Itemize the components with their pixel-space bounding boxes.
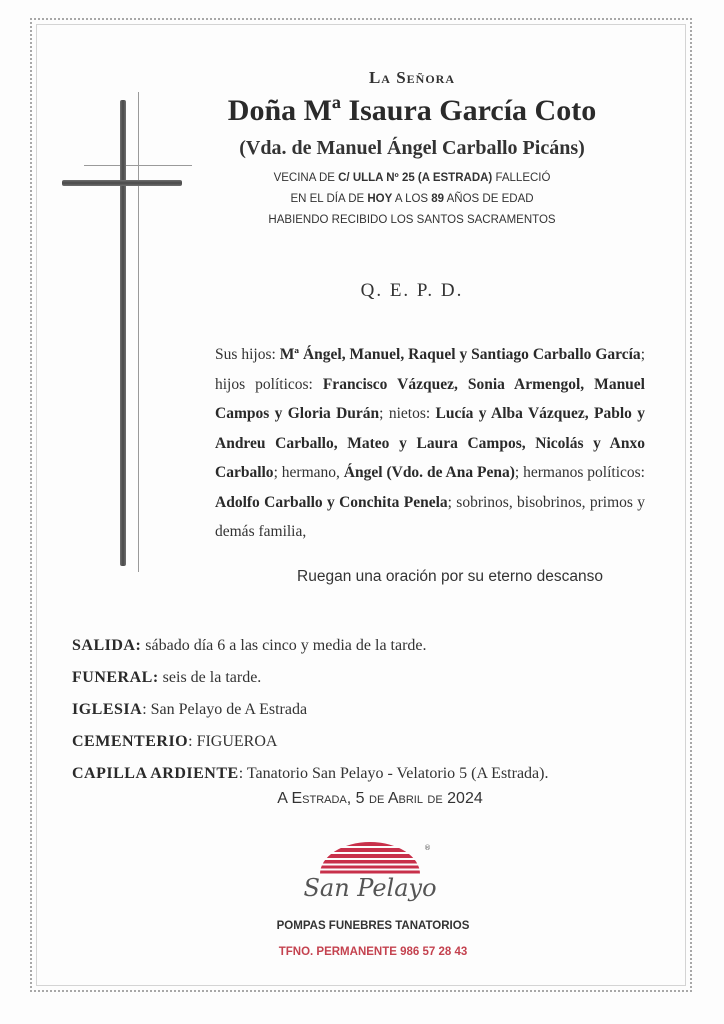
- detail-capilla: [72, 758, 672, 790]
- age: 89: [431, 193, 445, 205]
- detail-value: : San Pelayo de A Estrada: [142, 701, 308, 718]
- text: ; hermano,: [273, 464, 344, 481]
- day: HOY: [367, 193, 393, 205]
- date-line: A Estrada, 5 de Abril de 2024: [277, 790, 483, 807]
- children-in-law: Francisco Vázquez, Sonia Armengol, Manuel Campos y Gloria Durán: [215, 375, 645, 422]
- detail-iglesia: [72, 694, 672, 726]
- san-pelayo-logo: [300, 838, 440, 918]
- logo-sun-icon: [320, 842, 420, 874]
- text: A LOS: [392, 193, 432, 205]
- text: FALLECIÓ: [492, 172, 551, 184]
- prayer-request: Ruegan una oración por su eterno descanso: [297, 568, 603, 585]
- text: Sus hijos:: [215, 346, 280, 363]
- detail-value: sábado día 6 a las cinco y media de la tarde.: [141, 637, 427, 654]
- detail-cementerio: [72, 726, 672, 758]
- detail-value: seis de la tarde.: [158, 669, 262, 686]
- detail-funeral: [72, 662, 672, 694]
- logo-text: San Pelayo: [303, 874, 437, 902]
- text: ; sobrinos, bisobrinos, primos y demás familia,: [215, 493, 646, 540]
- cross-shadow-vertical: [138, 92, 139, 572]
- widow-of: (Vda. de Manuel Ángel Carballo Picáns): [239, 137, 585, 159]
- detail-value: : FIGUEROA: [188, 733, 278, 750]
- grandchildren: Lucía y Alba Vázquez, Pablo y Andreu Carballo, Mateo y Laura Campos, Nicolás y Anxo Carballo: [215, 405, 645, 481]
- residence-line-2: [200, 189, 624, 210]
- detail-value: : Tanatorio San Pelayo - Velatorio 5 (A Estrada).: [238, 765, 549, 782]
- text: ; hijos políticos:: [215, 346, 645, 393]
- title-la-senora: La Señora: [368, 68, 456, 87]
- detail-salida: [72, 630, 672, 662]
- cross-icon-vertical: [120, 100, 126, 566]
- text: VECINA DE: [273, 172, 339, 184]
- text: ; nietos:: [379, 405, 436, 422]
- qepd: Q. E. P. D.: [360, 280, 464, 301]
- detail-label: FUNERAL:: [72, 669, 159, 686]
- company-phone: TFNO. PERMANENTE 986 57 28 43: [278, 946, 468, 958]
- family-paragraph: [215, 340, 645, 547]
- company-tagline: POMPAS FUNEBRES TANATORIOS: [276, 920, 470, 932]
- deceased-name: Doña Mª Isaura García Coto: [227, 94, 597, 127]
- cross-shadow-horizontal: [84, 165, 192, 166]
- detail-label: CAPILLA ARDIENTE: [72, 765, 239, 782]
- detail-label: IGLESIA: [72, 701, 143, 718]
- address: C/ ULLA Nº 25 (A ESTRADA): [338, 172, 493, 184]
- residence-line-1: [200, 168, 624, 189]
- residence-lines: [200, 168, 624, 231]
- siblings-in-law: Adolfo Carballo y Conchita Penela: [215, 493, 448, 511]
- registered-mark: ®: [424, 844, 431, 852]
- detail-label: CEMENTERIO: [72, 733, 189, 750]
- header-block: [200, 68, 624, 231]
- detail-label: SALIDA:: [72, 637, 142, 654]
- children: Mª Ángel, Manuel, Raquel y Santiago Carballo García: [279, 346, 641, 363]
- text: EN EL DÍA DE: [290, 193, 368, 205]
- text: ; hermanos políticos:: [514, 464, 645, 481]
- text: AÑOS DE EDAD: [444, 193, 534, 205]
- residence-line-3: HABIENDO RECIBIDO LOS SANTOS SACRAMENTOS: [268, 214, 556, 226]
- service-details: [72, 630, 672, 790]
- cross-icon-horizontal: [62, 180, 182, 186]
- brother: Ángel (Vdo. de Ana Pena): [343, 464, 515, 481]
